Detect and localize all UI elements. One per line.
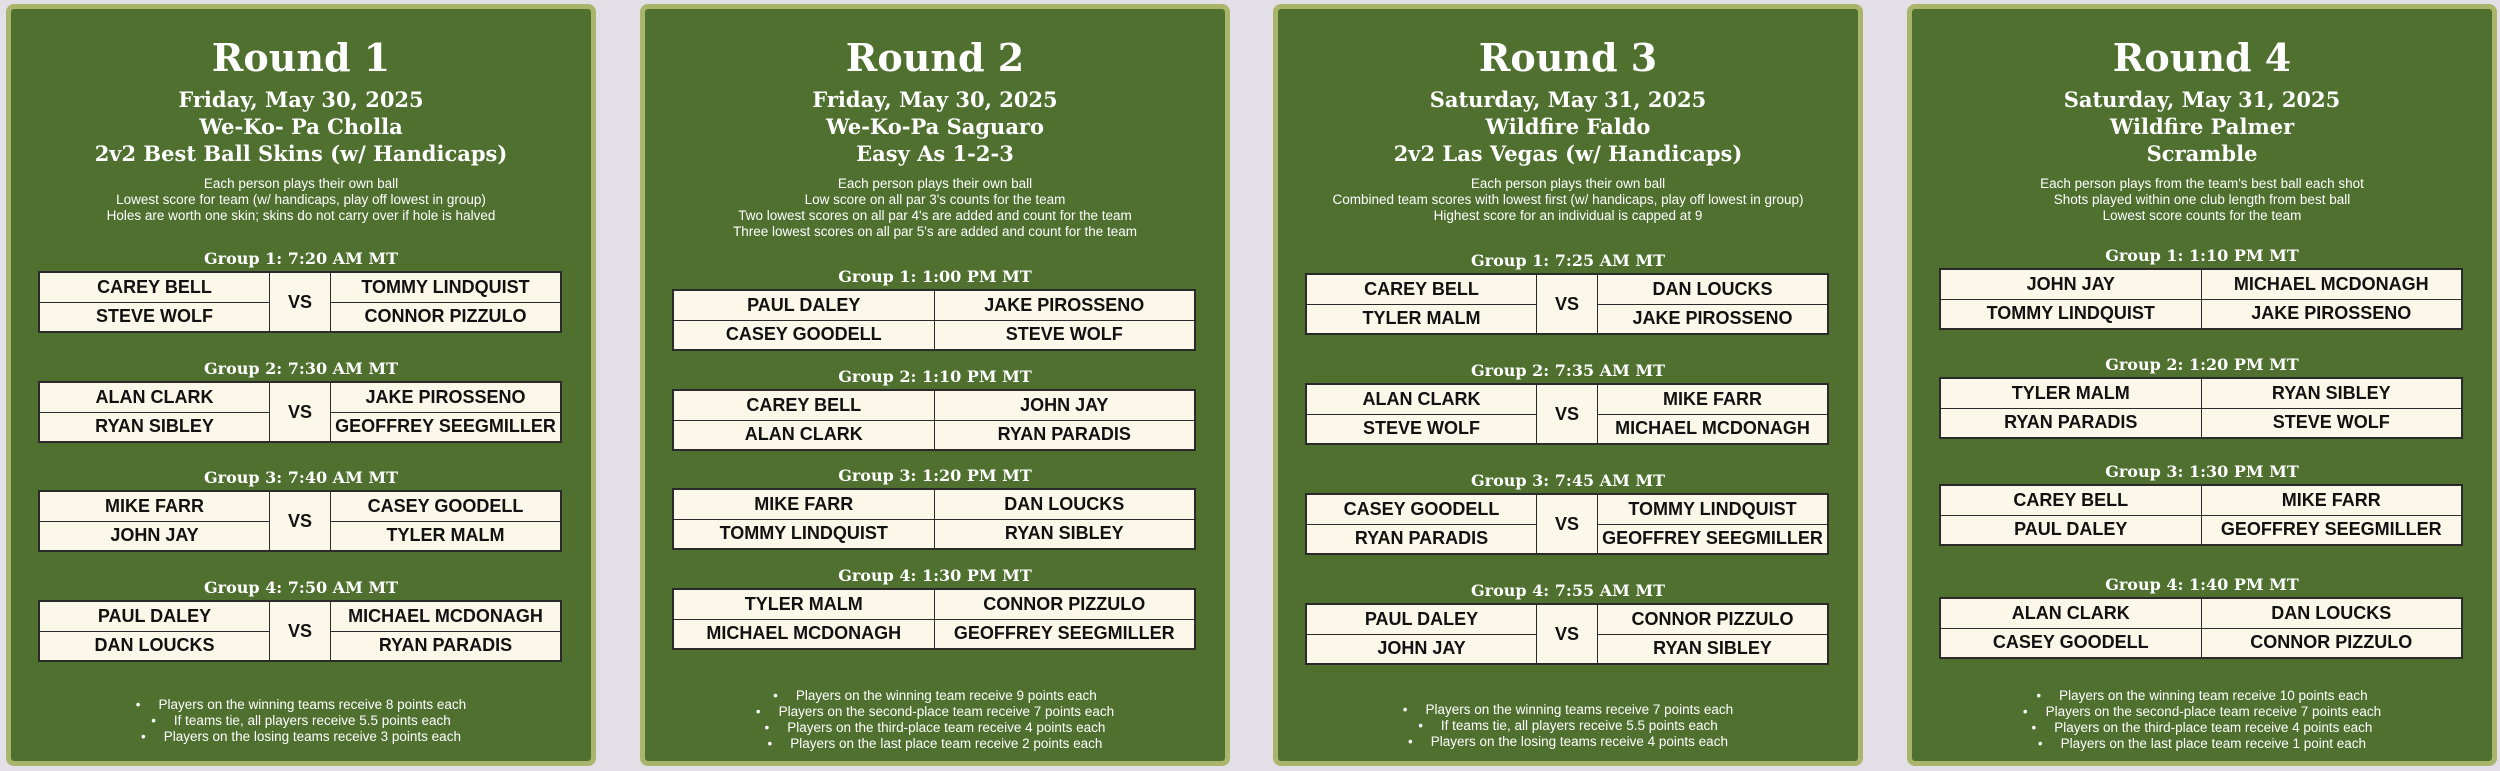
matchup-table xyxy=(1939,268,2463,330)
player-name: CAREY BELL xyxy=(1307,275,1536,305)
team-a xyxy=(1307,605,1536,663)
player-name: TOMMY LINDQUIST xyxy=(1986,303,2155,324)
rule-line: Each person plays their own ball xyxy=(203,176,399,191)
group-header: Group 3: 7:45 AM MT xyxy=(1471,471,1665,490)
team-a xyxy=(1307,385,1536,443)
team-a xyxy=(40,492,269,550)
player-name: JOHN JAY xyxy=(1941,270,2201,300)
round-format: Scramble xyxy=(2146,141,2258,166)
format-rules xyxy=(1278,176,1858,224)
vs-label: VS xyxy=(269,273,331,331)
format-rules xyxy=(1912,176,2492,224)
group-header: Group 3: 1:30 PM MT xyxy=(2105,462,2299,481)
player-name: ALAN CLARK xyxy=(744,424,863,445)
player-name: CONNOR PIZZULO xyxy=(2250,632,2413,653)
format-rules xyxy=(11,176,591,224)
group-header: Group 4: 1:30 PM MT xyxy=(838,566,1032,585)
team-a xyxy=(674,590,934,648)
player-name: CONNOR PIZZULO xyxy=(1598,605,1827,635)
round-date: Saturday, May 31, 2025 xyxy=(2063,87,2341,112)
round-course: We-Ko-Pa Saguaro xyxy=(825,114,1044,139)
team-b xyxy=(331,602,560,660)
player-name: RYAN PARADIS xyxy=(997,424,1131,445)
matchup-table xyxy=(672,588,1196,650)
group-header: Group 2: 7:30 AM MT xyxy=(204,359,398,378)
player-name: CAREY BELL xyxy=(674,391,934,421)
round-date: Saturday, May 31, 2025 xyxy=(1429,87,1707,112)
rule-line: Highest score for an individual is capped at 9 xyxy=(1433,208,1703,223)
round-title: Round 4 xyxy=(2112,35,2292,80)
player-name: RYAN PARADIS xyxy=(2004,412,2138,433)
round-format: Easy As 1-2-3 xyxy=(856,141,1014,166)
player-name: GEOFFREY SEEGMILLER xyxy=(953,623,1175,644)
round-format: 2v2 Best Ball Skins (w/ Handicaps) xyxy=(94,141,508,166)
player-name: JOHN JAY xyxy=(110,525,199,546)
vs-label: VS xyxy=(1536,495,1598,553)
rule-line: Each person plays their own ball xyxy=(1470,176,1666,191)
points-list xyxy=(1912,688,2492,752)
points-item: • Players on the second-place team receive 7 points each xyxy=(1912,704,2492,720)
round-format: 2v2 Las Vegas (w/ Handicaps) xyxy=(1393,141,1743,166)
player-name: CASEY GOODELL xyxy=(331,492,560,522)
matchup-table xyxy=(672,389,1196,451)
points-item: • If teams tie, all players receive 5.5 points each xyxy=(1278,718,1858,734)
points-list xyxy=(1278,702,1858,750)
player-name: JAKE PIROSSENO xyxy=(1632,308,1793,329)
vs-label: VS xyxy=(269,492,331,550)
rule-line: Holes are worth one skin; skins do not carry over if hole is halved xyxy=(106,208,496,223)
player-name: CONNOR PIZZULO xyxy=(364,306,527,327)
points-item: • Players on the losing teams receive 4 points each xyxy=(1278,734,1858,750)
vs-label: VS xyxy=(269,383,331,441)
round-title: Round 1 xyxy=(211,35,391,80)
vs-label: VS xyxy=(1536,385,1598,443)
team-b xyxy=(331,273,560,331)
player-name: DAN LOUCKS xyxy=(1598,275,1827,305)
player-name: PAUL DALEY xyxy=(674,291,934,321)
rule-line: Each person plays from the team's best ball each shot xyxy=(2040,176,2364,191)
team-b xyxy=(1598,495,1827,553)
player-name: DAN LOUCKS xyxy=(94,635,215,656)
player-name: JOHN JAY xyxy=(1377,638,1466,659)
vs-label: VS xyxy=(269,602,331,660)
player-name: TOMMY LINDQUIST xyxy=(1598,495,1827,525)
player-name: RYAN SIBLEY xyxy=(1653,638,1772,659)
player-name: STEVE WOLF xyxy=(96,306,213,327)
rule-line: Combined team scores with lowest first (w/ handicaps, play off lowest in group) xyxy=(1332,192,1804,207)
player-name: GEOFFREY SEEGMILLER xyxy=(335,416,556,437)
points-list xyxy=(645,688,1225,752)
points-item: • Players on the last place team receive 1 point each xyxy=(1912,736,2492,752)
team-a xyxy=(674,291,934,349)
matchup-table xyxy=(672,488,1196,550)
rule-line: Three lowest scores on all par 5's are added and count for the team xyxy=(732,224,1138,239)
team-b xyxy=(2201,379,2462,437)
rule-line: Lowest score for team (w/ handicaps, play off lowest in group) xyxy=(116,192,486,207)
player-name: ALAN CLARK xyxy=(40,383,269,413)
rule-line: Shots played within one club length from best ball xyxy=(2053,192,2351,207)
matchup-table xyxy=(1939,377,2463,439)
player-name: CASEY GOODELL xyxy=(725,324,882,345)
group-header: Group 4: 7:50 AM MT xyxy=(204,578,398,597)
player-name: CAREY BELL xyxy=(1941,486,2201,516)
player-name: MIKE FARR xyxy=(1598,385,1827,415)
team-b xyxy=(2201,486,2462,544)
player-name: JOHN JAY xyxy=(935,391,1195,421)
player-name: MIKE FARR xyxy=(2202,486,2462,516)
group-header: Group 2: 7:35 AM MT xyxy=(1471,361,1665,380)
matchup-table xyxy=(38,271,562,333)
points-list xyxy=(11,697,591,745)
rule-line: Low score on all par 3's counts for the team xyxy=(804,192,1066,207)
player-name: MIKE FARR xyxy=(40,492,269,522)
player-name: RYAN PARADIS xyxy=(378,635,513,656)
team-b xyxy=(2201,599,2462,657)
player-name: ALAN CLARK xyxy=(1941,599,2201,629)
team-b xyxy=(331,492,560,550)
round-course: We-Ko- Pa Cholla xyxy=(199,114,403,139)
matchup-table xyxy=(1305,273,1829,335)
matchup-table xyxy=(1305,493,1829,555)
group-header: Group 3: 1:20 PM MT xyxy=(838,466,1032,485)
team-a xyxy=(1941,486,2201,544)
team-a xyxy=(40,383,269,441)
matchup-table xyxy=(1939,484,2463,546)
player-name: JAKE PIROSSENO xyxy=(331,383,560,413)
player-name: MIKE FARR xyxy=(674,490,934,520)
player-name: STEVE WOLF xyxy=(1005,324,1123,345)
group-header: Group 4: 1:40 PM MT xyxy=(2105,575,2299,594)
points-item: • Players on the winning teams receive 7 points each xyxy=(1278,702,1858,718)
vs-label: VS xyxy=(1536,605,1598,663)
team-a xyxy=(1941,599,2201,657)
player-name: PAUL DALEY xyxy=(2014,519,2128,540)
round-date: Friday, May 30, 2025 xyxy=(178,87,424,112)
group-header: Group 1: 1:10 PM MT xyxy=(2105,246,2299,265)
player-name: TYLER MALM xyxy=(1941,379,2201,409)
player-name: JAKE PIROSSENO xyxy=(935,291,1195,321)
points-item: • Players on the third-place team receive 4 points each xyxy=(645,720,1225,736)
points-item: • Players on the winning team receive 9 points each xyxy=(645,688,1225,704)
matchup-table xyxy=(38,600,562,662)
group-header: Group 2: 1:10 PM MT xyxy=(838,367,1032,386)
team-b xyxy=(934,490,1195,548)
points-item: • Players on the losing teams receive 3 points each xyxy=(11,729,591,745)
player-name: CASEY GOODELL xyxy=(1307,495,1536,525)
format-rules xyxy=(645,176,1225,240)
team-a xyxy=(40,602,269,660)
team-b xyxy=(934,291,1195,349)
team-a xyxy=(1307,275,1536,333)
player-name: RYAN PARADIS xyxy=(1354,528,1489,549)
player-name: RYAN SIBLEY xyxy=(1004,523,1124,544)
player-name: CASEY GOODELL xyxy=(1992,632,2149,653)
player-name: TOMMY LINDQUIST xyxy=(719,523,888,544)
points-item: • Players on the third-place team receive 4 points each xyxy=(1912,720,2492,736)
team-b xyxy=(934,391,1195,449)
player-name: CAREY BELL xyxy=(40,273,269,303)
round-card xyxy=(1907,4,2497,766)
team-b xyxy=(1598,275,1827,333)
vs-label: VS xyxy=(1536,275,1598,333)
player-name: MICHAEL MCDONAGH xyxy=(1615,418,1810,439)
group-header: Group 4: 7:55 AM MT xyxy=(1471,581,1665,600)
player-name: TOMMY LINDQUIST xyxy=(331,273,560,303)
team-b xyxy=(1598,385,1827,443)
player-name: MICHAEL MCDONAGH xyxy=(706,623,902,644)
matchup-table xyxy=(38,490,562,552)
matchup-table xyxy=(672,289,1196,351)
team-a xyxy=(674,490,934,548)
round-card xyxy=(1273,4,1863,766)
player-name: DAN LOUCKS xyxy=(935,490,1195,520)
player-name: TYLER MALM xyxy=(386,525,505,546)
player-name: GEOFFREY SEEGMILLER xyxy=(1602,528,1823,549)
rule-line: Each person plays their own ball xyxy=(837,176,1033,191)
player-name: JAKE PIROSSENO xyxy=(2251,303,2412,324)
group-header: Group 3: 7:40 AM MT xyxy=(204,468,398,487)
points-item: • Players on the winning team receive 10 points each xyxy=(1912,688,2492,704)
group-header: Group 1: 7:20 AM MT xyxy=(204,249,398,268)
team-a xyxy=(1941,379,2201,437)
points-item: • If teams tie, all players receive 5.5 points each xyxy=(11,713,591,729)
player-name: RYAN SIBLEY xyxy=(95,416,214,437)
points-item: • Players on the winning teams receive 8 points each xyxy=(11,697,591,713)
group-header: Group 1: 1:00 PM MT xyxy=(838,267,1032,286)
group-header: Group 1: 7:25 AM MT xyxy=(1471,251,1665,270)
round-title: Round 2 xyxy=(845,35,1025,80)
team-b xyxy=(1598,605,1827,663)
matchup-table xyxy=(1305,603,1829,665)
player-name: STEVE WOLF xyxy=(1363,418,1480,439)
round-course: Wildfire Palmer xyxy=(2109,114,2295,139)
player-name: MICHAEL MCDONAGH xyxy=(2202,270,2462,300)
player-name: DAN LOUCKS xyxy=(2202,599,2462,629)
player-name: TYLER MALM xyxy=(1362,308,1481,329)
team-a xyxy=(674,391,934,449)
matchup-table xyxy=(1939,597,2463,659)
player-name: PAUL DALEY xyxy=(40,602,269,632)
round-card xyxy=(640,4,1230,766)
team-b xyxy=(331,383,560,441)
points-item: • Players on the second-place team receive 7 points each xyxy=(645,704,1225,720)
team-b xyxy=(934,590,1195,648)
matchup-table xyxy=(1305,383,1829,445)
rule-line: Lowest score counts for the team xyxy=(2102,208,2302,223)
player-name: ALAN CLARK xyxy=(1307,385,1536,415)
round-card xyxy=(6,4,596,766)
team-a xyxy=(40,273,269,331)
player-name: PAUL DALEY xyxy=(1307,605,1536,635)
team-b xyxy=(2201,270,2462,328)
player-name: MICHAEL MCDONAGH xyxy=(331,602,560,632)
team-a xyxy=(1307,495,1536,553)
rule-line: Two lowest scores on all par 4's are added and count for the team xyxy=(738,208,1132,223)
round-course: Wildfire Faldo xyxy=(1485,114,1651,139)
player-name: CONNOR PIZZULO xyxy=(935,590,1195,620)
player-name: TYLER MALM xyxy=(674,590,934,620)
round-title: Round 3 xyxy=(1478,35,1658,80)
matchup-table xyxy=(38,381,562,443)
player-name: GEOFFREY SEEGMILLER xyxy=(2220,519,2442,540)
player-name: STEVE WOLF xyxy=(2272,412,2390,433)
group-header: Group 2: 1:20 PM MT xyxy=(2105,355,2299,374)
player-name: RYAN SIBLEY xyxy=(2202,379,2462,409)
points-item: • Players on the last place team receive 2 points each xyxy=(645,736,1225,752)
team-a xyxy=(1941,270,2201,328)
round-date: Friday, May 30, 2025 xyxy=(812,87,1058,112)
